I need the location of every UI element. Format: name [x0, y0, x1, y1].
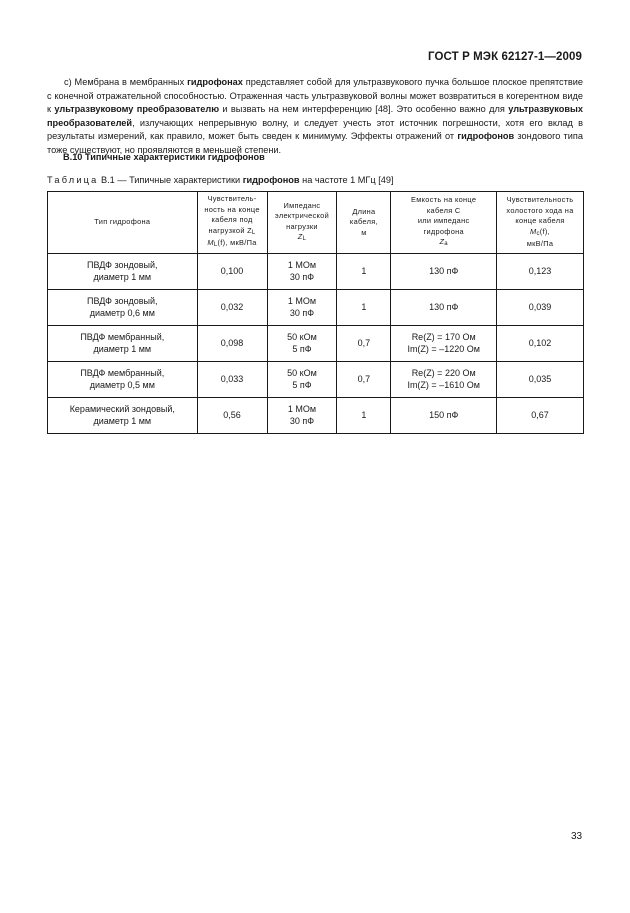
cell-impedance: 50 кОм 5 пФ [267, 326, 337, 362]
cell-impedance: 1 МОм 30 пФ [267, 254, 337, 290]
body-paragraph [47, 76, 583, 158]
document-header: ГОСТ Р МЭК 62127-1—2009 [428, 51, 582, 63]
cell-length: 1 [337, 398, 391, 434]
paragraph-term: гидрофонов [457, 131, 515, 142]
cell-capacitance: 130 пФ [391, 254, 497, 290]
caption-text: на частоте 1 МГц [49] [299, 175, 394, 185]
cell-type: ПВДФ зондовый, диаметр 0,6 мм [48, 290, 198, 326]
cell-impedance: 50 кОм 5 пФ [267, 362, 337, 398]
cell-open-circuit: 0,035 [497, 362, 584, 398]
header-length: Длина кабеля, м [337, 192, 391, 254]
cell-open-circuit: 0,102 [497, 326, 584, 362]
cell-open-circuit: 0,039 [497, 290, 584, 326]
caption-text: В.1 — Типичные характеристики [98, 175, 243, 185]
cell-impedance: 1 МОм 30 пФ [267, 290, 337, 326]
cell-length: 1 [337, 254, 391, 290]
paragraph-text: представляет собой для ультразвукового пучка большое плоское препятствие с конечной отражательной способностью. Отраженная часть ультразвуковой волны может возвратиться в когерентном виде к [47, 77, 583, 115]
header-open-circuit: Чувствительность холостого хода на конце кабеля Mc(f), мкВ/Па [497, 192, 584, 254]
cell-sensitivity: 0,033 [197, 362, 267, 398]
cell-type: Керамический зондовый, диаметр 1 мм [48, 398, 198, 434]
paragraph-text: и вызвать на нем интерференцию [48]. Это особенно важно для [219, 104, 509, 115]
cell-sensitivity: 0,032 [197, 290, 267, 326]
caption-label: Таблица [47, 175, 99, 185]
section-title: В.10 Типичные характеристики гидрофонов [63, 152, 265, 162]
cell-open-circuit: 0,123 [497, 254, 584, 290]
cell-impedance: 1 МОм 30 пФ [267, 398, 337, 434]
cell-sensitivity: 0,56 [197, 398, 267, 434]
cell-length: 0,7 [337, 362, 391, 398]
cell-sensitivity: 0,100 [197, 254, 267, 290]
page-number: 33 [571, 831, 583, 842]
header-capacitance: Емкость на конце кабеля C или импеданс гидрофона Za [391, 192, 497, 254]
paragraph-term: ультразвуковых преобразователей [47, 104, 583, 128]
caption-term: гидрофонов [242, 175, 300, 185]
table-caption [47, 175, 394, 185]
cell-length: 0,7 [337, 326, 391, 362]
cell-open-circuit: 0,67 [497, 398, 584, 434]
header-sensitivity: Чувствитель- ность на конце кабеля под нагрузкой ZL ML(f), мкВ/Па [197, 192, 267, 254]
hydrophone-table [47, 191, 584, 434]
cell-type: ПВДФ зондовый, диаметр 1 мм [48, 254, 198, 290]
cell-capacitance: Re(Z) = 220 Ом Im(Z) = –1610 Ом [391, 362, 497, 398]
cell-length: 1 [337, 290, 391, 326]
cell-capacitance: 150 пФ [391, 398, 497, 434]
cell-sensitivity: 0,098 [197, 326, 267, 362]
cell-type: ПВДФ мембранный, диаметр 0,5 мм [48, 362, 198, 398]
table-row [48, 290, 584, 326]
paragraph-term: гидрофонах [187, 77, 243, 87]
paragraph-text: зондового типа тоже существуют, но проявляются в меньшей степени. [47, 131, 583, 155]
cell-type: ПВДФ мембранный, диаметр 1 мм [48, 326, 198, 362]
table-row [48, 398, 584, 434]
table-row [48, 362, 584, 398]
paragraph-term: ультразвуковому преобразователю [54, 104, 220, 115]
paragraph-text: с) Мембрана в мембранных [64, 77, 188, 87]
table-row [48, 254, 584, 290]
cell-capacitance: Re(Z) = 170 Ом Im(Z) = –1220 Ом [391, 326, 497, 362]
cell-capacitance: 130 пФ [391, 290, 497, 326]
table-row [48, 326, 584, 362]
header-type: Тип гидрофона [48, 192, 198, 254]
header-impedance: Импеданс электрической нагрузки ZL [267, 192, 337, 254]
table-header-row [48, 192, 584, 254]
paragraph-text: , излучающих непрерывную волну, и следует учесть этот источник погрешности, хотя его вклад в результаты измерений, как правило, может быть сведен к минимуму. Эффекты отражений от [47, 117, 583, 142]
